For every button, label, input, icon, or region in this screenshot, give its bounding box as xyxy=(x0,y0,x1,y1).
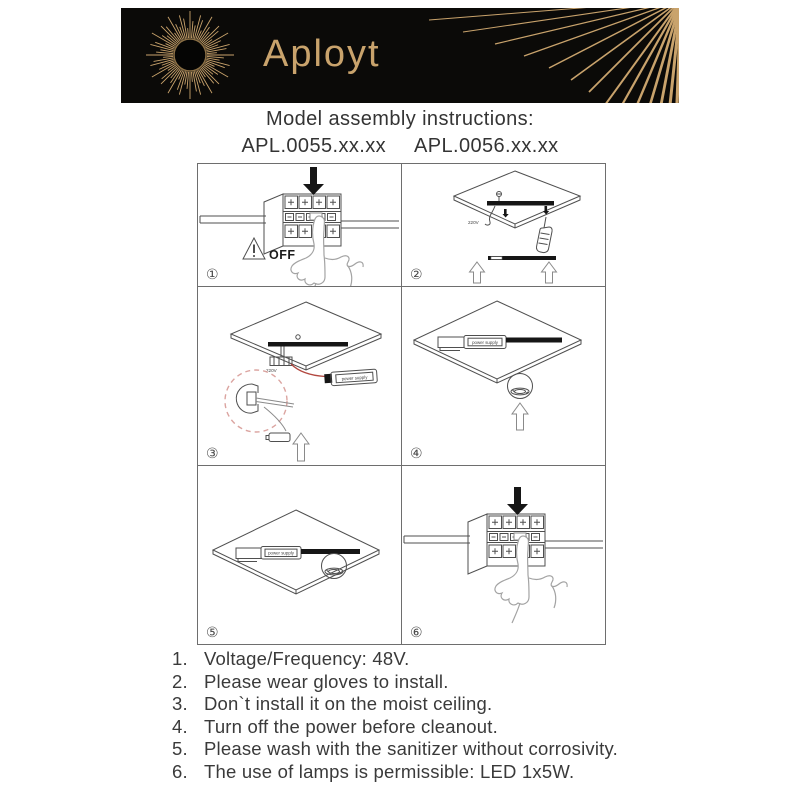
note-item xyxy=(172,738,712,761)
corner-rays-icon xyxy=(429,8,679,103)
brand-banner xyxy=(121,8,679,103)
screw-icon xyxy=(296,335,300,339)
note-text: Please wash with the sanitizer without corrosivity. xyxy=(204,738,618,760)
step1-turn-off-power-diagram xyxy=(198,164,401,286)
instruction-grid xyxy=(197,163,606,645)
step-number: ③ xyxy=(206,446,219,462)
screw-icon xyxy=(497,192,502,202)
panel-step-2 xyxy=(402,164,605,286)
ceiling-icon xyxy=(231,302,381,370)
note-item xyxy=(172,693,712,716)
detail-zoom-circle xyxy=(225,370,294,432)
note-text: Don`t install it on the moist ceiling. xyxy=(204,693,493,715)
note-number: 3. xyxy=(172,693,188,715)
terminal-connector xyxy=(270,357,292,366)
step-number: ④ xyxy=(410,446,423,462)
note-item xyxy=(172,648,712,671)
panel-step-5 xyxy=(198,466,401,644)
step6-turn-on-power-diagram xyxy=(402,466,605,644)
note-item xyxy=(172,671,712,694)
step2-mount-bracket-diagram xyxy=(402,164,605,286)
starburst-logo-icon xyxy=(141,8,239,103)
clip-part xyxy=(266,433,290,442)
model-numbers xyxy=(0,135,800,158)
step-number: ⑤ xyxy=(206,625,219,641)
notes-list xyxy=(172,648,712,784)
note-number: 1. xyxy=(172,648,188,669)
note-text: Voltage/Frequency: 48V. xyxy=(204,648,410,669)
power-supply-label: power supply xyxy=(472,339,498,345)
panel-step-3 xyxy=(198,287,401,465)
voltage-label: 220V xyxy=(266,368,277,373)
step4-attach-lamp-diagram xyxy=(402,287,605,465)
note-number: 4. xyxy=(172,715,188,737)
note-text: The use of lamps is permissible: LED 1x5W. xyxy=(204,760,575,782)
rail-assembly xyxy=(438,336,562,351)
model-number-right: APL.0056.xx.xx xyxy=(413,135,559,157)
step-number: ⑥ xyxy=(410,625,423,641)
drop-wires xyxy=(281,347,284,358)
power-wire xyxy=(485,206,495,225)
up-arrow-icon xyxy=(293,433,309,461)
note-text: Turn off the power before cleanout. xyxy=(204,715,498,737)
note-number: 2. xyxy=(172,670,188,692)
panel-step-1 xyxy=(198,164,401,286)
power-supply-label: power supply xyxy=(341,374,368,382)
up-arrow-icon xyxy=(512,403,528,430)
step3-connect-power-supply-diagram xyxy=(198,287,401,465)
step-number: ① xyxy=(206,267,219,283)
panel-step-4 xyxy=(402,287,605,465)
note-item xyxy=(172,761,712,784)
model-number-left: APL.0055.xx.xx xyxy=(241,135,387,157)
note-text: Please wear gloves to install. xyxy=(204,670,449,692)
step-number: ② xyxy=(410,267,423,283)
mounting-bar xyxy=(487,201,554,206)
screwdriver-icon xyxy=(536,217,552,253)
panel-step-6 xyxy=(402,466,605,644)
step5-finished-installation-diagram xyxy=(198,466,401,644)
rail-assembly xyxy=(236,547,360,562)
note-number: 5. xyxy=(172,738,188,760)
warning-triangle-icon xyxy=(243,238,265,259)
power-supply-icon xyxy=(324,369,377,386)
power-supply-label: power supply xyxy=(268,550,294,556)
voltage-label: 220V xyxy=(468,220,479,225)
note-item xyxy=(172,716,712,739)
note-number: 6. xyxy=(172,760,188,782)
spot-lamp-icon xyxy=(508,374,533,399)
spot-lamp-icon xyxy=(322,554,347,579)
off-label: OFF xyxy=(269,248,296,262)
brand-name: Aployt xyxy=(263,33,381,75)
up-arrow-icons xyxy=(470,262,557,283)
mounting-bar xyxy=(268,342,348,347)
title-block xyxy=(0,108,800,158)
page-title: Model assembly instructions: xyxy=(266,108,534,130)
